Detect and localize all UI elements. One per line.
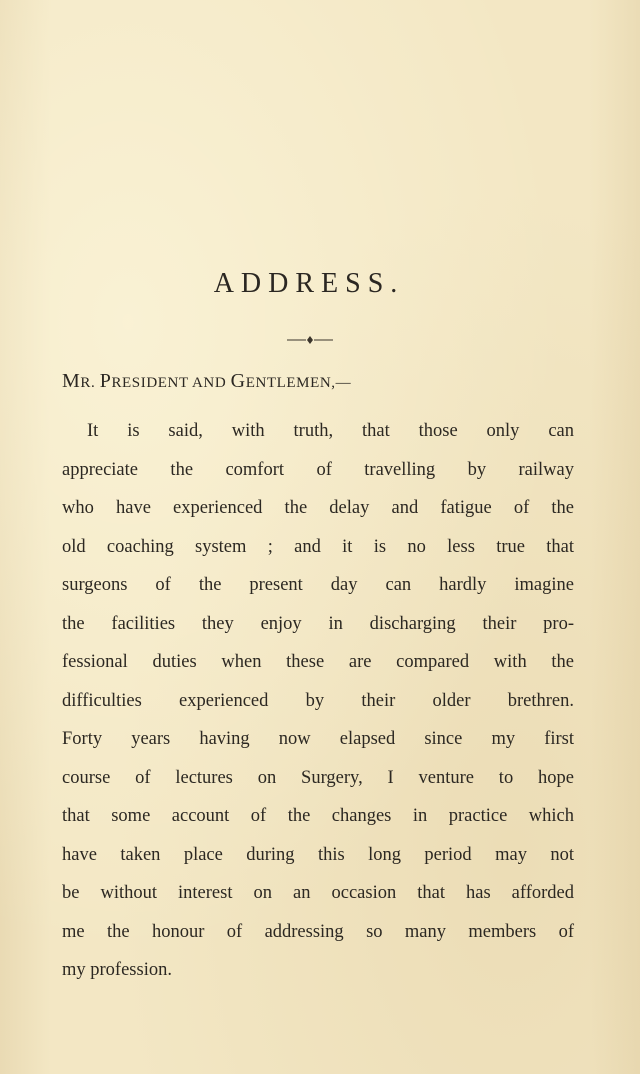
paragraph-line: who have experienced the delay and fatigue of the (62, 498, 574, 518)
paragraph-line: surgeons of the present day can hardly imagine (62, 575, 574, 595)
page-title: ADDRESS. (213, 268, 405, 299)
paragraph-line: that some account of the changes in practice which (62, 806, 574, 826)
salutation-rest-2: RESIDENT AND (111, 375, 231, 391)
salutation-rest-3: ENTLEMEN,— (245, 375, 352, 391)
paragraph-line: fessional duties when these are compared with the (62, 652, 574, 672)
paragraph-line: course of lectures on Surgery, I venture to hope (62, 767, 574, 788)
paragraph-line: It is said, with truth, that those only can (87, 421, 574, 441)
paragraph-line: be without interest on an occasion that has afforded (62, 883, 574, 903)
paragraph-line: my profession. (62, 960, 172, 980)
body-paragraph (62, 412, 574, 990)
salutation-initial-3: G (230, 370, 246, 392)
paragraph-line: difficulties experienced by their older brethren. (62, 690, 574, 711)
salutation (62, 370, 351, 393)
paragraph-line: me the honour of addressing so many members of (62, 921, 574, 942)
salutation-rest-1: R. (80, 375, 100, 391)
paragraph-line: have taken place during this long period may not (62, 844, 574, 865)
paragraph-line: appreciate the comfort of travelling by railway (62, 459, 574, 480)
paragraph-line: the facilities they enjoy in discharging their pro- (62, 613, 574, 634)
ornament-divider-icon (285, 333, 335, 347)
salutation-initial-1: M (62, 370, 81, 392)
paragraph-line: Forty years having now elapsed since my first (62, 729, 574, 749)
paragraph-line: old coaching system ; and it is no less true that (62, 536, 574, 557)
salutation-initial-2: P (99, 370, 112, 392)
